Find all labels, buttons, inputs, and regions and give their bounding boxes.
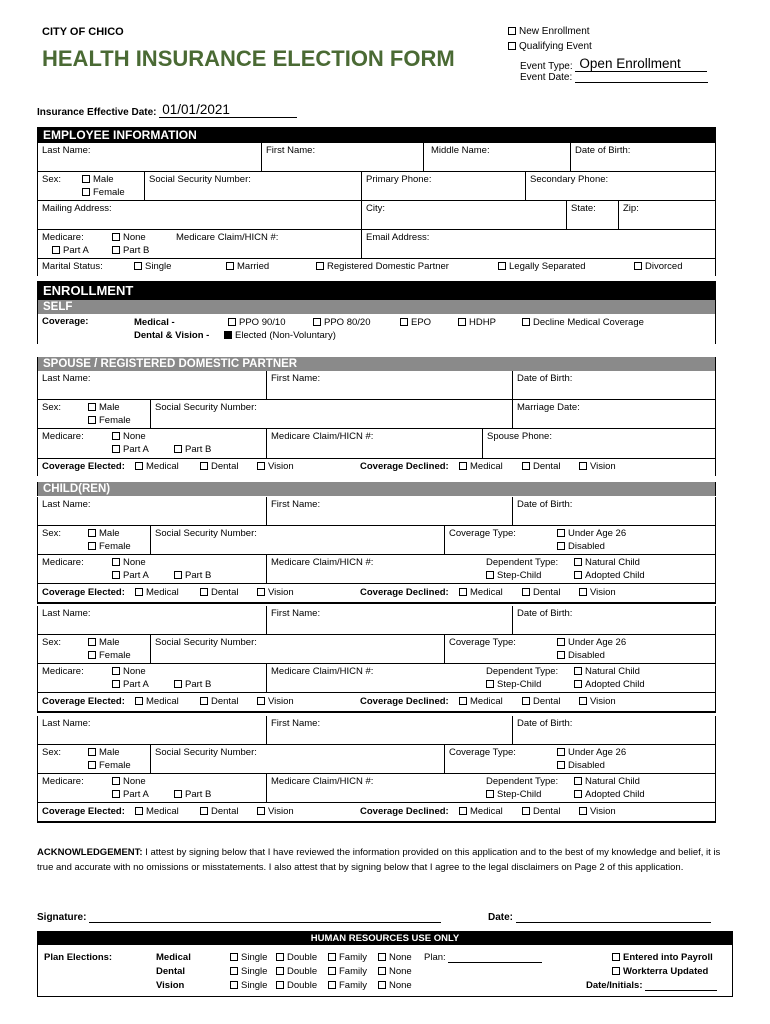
checkbox-icon — [579, 588, 587, 596]
spouse-female-option[interactable]: Female — [88, 415, 131, 426]
checkbox-icon — [378, 981, 386, 989]
employee-marital-status: Marital Status: Single Married Registered Domestic Partner Legally Separated Divorced — [42, 261, 683, 272]
child-medicare-none[interactable]: None — [112, 666, 146, 677]
checkbox-icon — [378, 953, 386, 961]
child-medicare-part-a[interactable]: Part A — [112, 789, 149, 800]
event-date-input[interactable] — [575, 72, 708, 83]
child-elected-dental[interactable]: Dental — [200, 696, 238, 707]
employee-last-name[interactable]: Last Name: — [42, 145, 91, 156]
checkbox-icon — [257, 588, 265, 596]
checkbox-icon — [313, 318, 321, 326]
child-declined-vision[interactable]: Vision — [579, 587, 616, 598]
elected-non-voluntary-option[interactable]: Elected (Non-Voluntary) — [224, 330, 336, 341]
checkbox-icon — [574, 790, 582, 798]
spouse-coverage-row: Coverage Elected: Medical Dental Vision Coverage Declined: Medical Dental Vision — [42, 461, 616, 472]
checkbox-icon — [486, 790, 494, 798]
children-heading: CHILD(REN) — [38, 482, 715, 496]
child-medicare: Medicare: None Part A Part B — [42, 666, 212, 690]
child-declined-medical[interactable]: Medical — [459, 587, 503, 598]
ppo-90-option[interactable]: PPO 90/10 — [228, 317, 285, 328]
child-female-option[interactable]: Female — [88, 541, 131, 552]
child-adopted-option[interactable]: Adopted Child — [574, 679, 645, 690]
child-block-1 — [37, 497, 716, 604]
decline-medical-option[interactable]: Decline Medical Coverage — [522, 317, 644, 328]
spouse-declined-dental[interactable]: Dental — [522, 461, 560, 472]
checkbox-icon — [522, 588, 530, 596]
child-dependent-type: Dependent Type: Natural Child Step-Child Adopted Child — [486, 776, 645, 800]
checkbox-icon — [459, 807, 467, 815]
marital-single[interactable]: Single — [134, 261, 171, 272]
checkbox-icon — [230, 953, 238, 961]
checkbox-icon — [112, 233, 120, 241]
child-male-option[interactable]: Male — [88, 637, 120, 648]
checkbox-icon — [579, 462, 587, 470]
spouse-last-name[interactable]: Last Name: — [42, 373, 91, 384]
hr-vision-single-option[interactable]: Single — [230, 980, 267, 991]
checkbox-icon — [88, 416, 96, 424]
checkbox-icon — [134, 262, 142, 270]
checkbox-icon — [634, 262, 642, 270]
child-declined-dental[interactable]: Dental — [522, 696, 560, 707]
checkbox-icon — [612, 967, 620, 975]
child-natural-option[interactable]: Natural Child — [574, 557, 640, 568]
child-natural-option[interactable]: Natural Child — [574, 776, 640, 787]
child-medicare-part-a[interactable]: Part A — [112, 679, 149, 690]
checkbox-icon — [174, 680, 182, 688]
child-under-26-option[interactable]: Under Age 26 — [557, 747, 626, 758]
child-block-2 — [37, 606, 716, 713]
workterra-updated-option[interactable]: Workterra Updated — [612, 966, 708, 977]
child-elected-vision[interactable]: Vision — [257, 696, 294, 707]
city-name: CITY OF CHICO — [42, 26, 124, 38]
checkbox-icon — [88, 542, 96, 550]
checkbox-icon — [112, 790, 120, 798]
hdhp-option[interactable]: HDHP — [458, 317, 496, 328]
employee-female-option[interactable]: Female — [82, 187, 125, 198]
checkbox-icon — [257, 807, 265, 815]
hr-dental-single-option[interactable]: Single — [230, 966, 267, 977]
child-medicare-part-b[interactable]: Part B — [174, 789, 211, 800]
spouse-medicare-none[interactable]: None — [112, 431, 146, 442]
event-type-value[interactable]: Open Enrollment — [575, 56, 707, 72]
checkbox-icon — [328, 953, 336, 961]
checkbox-icon — [522, 697, 530, 705]
epo-option[interactable]: EPO — [400, 317, 431, 328]
enrollment-heading: ENROLLMENT — [38, 281, 715, 300]
child-coverage-type: Coverage Type: Under Age 26 Disabled — [444, 745, 717, 773]
hr-dental-none-option[interactable]: None — [378, 966, 412, 977]
child-disabled-option[interactable]: Disabled — [557, 541, 605, 552]
employee-medicare-claim[interactable]: Medicare Claim/HICN #: — [176, 232, 279, 243]
employee-state[interactable]: State: — [566, 201, 618, 229]
medical-label: Medical - — [134, 317, 175, 328]
checkbox-icon — [498, 262, 506, 270]
checkbox-icon — [88, 638, 96, 646]
child-declined-medical[interactable]: Medical — [459, 806, 503, 817]
spouse-medicare-claim[interactable]: Medicare Claim/HICN #: — [266, 429, 482, 458]
child-last-name[interactable]: Last Name: — [42, 718, 91, 729]
child-natural-option[interactable]: Natural Child — [574, 666, 640, 677]
child-female-option[interactable]: Female — [88, 650, 131, 661]
employee-section — [37, 127, 716, 276]
checkbox-icon — [579, 807, 587, 815]
employee-secondary-phone[interactable]: Secondary Phone: — [525, 172, 717, 200]
hr-medical-family-option[interactable]: Family — [328, 952, 367, 963]
spouse-medicare-part-a[interactable]: Part A — [112, 444, 149, 455]
child-coverage-row: Coverage Elected: Medical Dental Vision Coverage Declined: Medical Dental Vision — [38, 693, 715, 713]
checkbox-icon — [112, 667, 120, 675]
checkbox-icon — [112, 680, 120, 688]
signature-field[interactable]: Signature: — [37, 912, 441, 923]
hr-medical-single-option[interactable]: Single — [230, 952, 267, 963]
checkbox-icon — [88, 651, 96, 659]
spouse-declined-medical[interactable]: Medical — [459, 461, 503, 472]
child-sex: Sex: Male Female — [42, 637, 131, 661]
checkbox-icon — [276, 981, 284, 989]
employee-middle-name[interactable]: Middle Name: — [423, 143, 570, 171]
child-ssn[interactable]: Social Security Number: — [150, 745, 444, 773]
child-first-name[interactable]: First Name: — [266, 497, 512, 525]
plan-elections-label: Plan Elections: — [44, 952, 113, 963]
child-under-26-option[interactable]: Under Age 26 — [557, 637, 626, 648]
employee-mailing-address[interactable]: Mailing Address: — [42, 203, 112, 214]
spouse-elected-dental[interactable]: Dental — [200, 461, 238, 472]
checkbox-icon — [135, 588, 143, 596]
checkbox-icon — [135, 462, 143, 470]
checkbox-icon — [52, 246, 60, 254]
checkbox-icon — [276, 953, 284, 961]
hr-medical-label: Medical — [156, 952, 191, 963]
checkbox-icon — [328, 981, 336, 989]
checkbox-icon — [557, 542, 565, 550]
checkbox-icon — [226, 262, 234, 270]
spouse-phone[interactable]: Spouse Phone: — [482, 429, 717, 458]
child-declined-vision[interactable]: Vision — [579, 696, 616, 707]
checkbox-icon — [522, 807, 530, 815]
checkbox-icon — [579, 697, 587, 705]
marital-rdp[interactable]: Registered Domestic Partner — [316, 261, 449, 272]
employee-city[interactable]: City: — [361, 201, 566, 229]
child-block-3 — [37, 716, 716, 823]
hr-vision-double-option[interactable]: Double — [276, 980, 317, 991]
effective-date-field[interactable]: Insurance Effective Date: 01/01/2021 — [37, 102, 297, 118]
form-title: HEALTH INSURANCE ELECTION FORM — [42, 46, 455, 71]
checkbox-icon — [522, 462, 530, 470]
child-first-name[interactable]: First Name: — [266, 716, 512, 744]
checkbox-icon — [276, 967, 284, 975]
child-coverage-type: Coverage Type: Under Age 26 Disabled — [444, 526, 717, 554]
checkbox-icon — [230, 967, 238, 975]
date-initials-field[interactable]: Date/Initials: — [586, 980, 717, 991]
child-elected-medical[interactable]: Medical — [135, 806, 179, 817]
child-medicare: Medicare: None Part A Part B — [42, 776, 212, 800]
spouse-medicare: Medicare: None Part A Part B — [42, 431, 212, 455]
child-declined-dental[interactable]: Dental — [522, 587, 560, 598]
hr-plan-line[interactable] — [448, 953, 542, 963]
checkbox-icon — [522, 318, 530, 326]
child-elected-dental[interactable]: Dental — [200, 806, 238, 817]
employee-heading: EMPLOYEE INFORMATION — [38, 127, 715, 143]
child-disabled-option[interactable]: Disabled — [557, 760, 605, 771]
qualifying-event-option[interactable]: Qualifying Event — [508, 41, 592, 52]
checkbox-icon — [112, 558, 120, 566]
child-sex: Sex: Male Female — [42, 528, 131, 552]
child-adopted-option[interactable]: Adopted Child — [574, 570, 645, 581]
employee-primary-phone[interactable]: Primary Phone: — [361, 172, 525, 200]
checkbox-icon — [557, 638, 565, 646]
signature-date-field[interactable]: Date: — [488, 912, 711, 923]
checkbox-icon — [88, 403, 96, 411]
checkbox-icon — [557, 761, 565, 769]
marital-divorced[interactable]: Divorced — [634, 261, 683, 272]
checkbox-icon — [557, 748, 565, 756]
effective-date-value[interactable]: 01/01/2021 — [159, 102, 297, 118]
child-female-option[interactable]: Female — [88, 760, 131, 771]
enrollment-section — [37, 281, 716, 344]
checkbox-icon — [112, 571, 120, 579]
child-medicare-none[interactable]: None — [112, 557, 146, 568]
entered-payroll-option[interactable]: Entered into Payroll — [612, 952, 713, 963]
hr-medical-none-option[interactable]: None — [378, 952, 412, 963]
checkbox-icon — [88, 529, 96, 537]
child-elected-medical[interactable]: Medical — [135, 587, 179, 598]
checkbox-icon — [88, 748, 96, 756]
checkbox-icon — [228, 318, 236, 326]
child-last-name[interactable]: Last Name: — [42, 499, 91, 510]
hr-vision-family-option[interactable]: Family — [328, 980, 367, 991]
checkbox-icon — [459, 462, 467, 470]
event-type-field[interactable]: Event Type: Open Enrollment — [520, 56, 707, 72]
checkbox-icon — [257, 697, 265, 705]
checkbox-icon — [200, 588, 208, 596]
child-elected-medical[interactable]: Medical — [135, 696, 179, 707]
spouse-marriage-date[interactable]: Marriage Date: — [512, 400, 717, 428]
spouse-medicare-part-b[interactable]: Part B — [174, 444, 211, 455]
child-elected-vision[interactable]: Vision — [257, 806, 294, 817]
date-initials-line[interactable] — [645, 981, 717, 991]
child-medicare-part-a[interactable]: Part A — [112, 570, 149, 581]
checked-box-icon — [224, 331, 232, 339]
child-dependent-type: Dependent Type: Natural Child Step-Child Adopted Child — [486, 557, 645, 581]
checkbox-icon — [230, 981, 238, 989]
hr-plan-field[interactable]: Plan: — [424, 952, 542, 963]
child-step-option[interactable]: Step-Child — [486, 570, 541, 581]
checkbox-icon — [200, 462, 208, 470]
event-date-field[interactable]: Event Date: — [520, 72, 708, 83]
hr-dental-double-option[interactable]: Double — [276, 966, 317, 977]
checkbox-icon — [257, 462, 265, 470]
child-declined-medical[interactable]: Medical — [459, 696, 503, 707]
checkbox-icon — [200, 697, 208, 705]
child-medicare: Medicare: None Part A Part B — [42, 557, 212, 581]
spouse-heading: SPOUSE / REGISTERED DOMESTIC PARTNER — [38, 357, 715, 371]
employee-medicare: Medicare: None Part A Part B — [42, 232, 150, 256]
child-declined-vision[interactable]: Vision — [579, 806, 616, 817]
checkbox-icon — [112, 246, 120, 254]
checkbox-icon — [82, 188, 90, 196]
checkbox-icon — [112, 777, 120, 785]
new-enrollment-option[interactable]: New Enrollment — [508, 26, 590, 37]
coverage-label: Coverage: — [42, 316, 89, 327]
checkbox-icon — [174, 790, 182, 798]
checkbox-icon — [574, 558, 582, 566]
checkbox-icon — [112, 432, 120, 440]
checkbox-icon — [88, 761, 96, 769]
dental-vision-label: Dental & Vision - — [134, 330, 210, 341]
child-medicare-claim[interactable]: Medicare Claim/HICN #: — [266, 555, 482, 583]
hr-vision-label: Vision — [156, 980, 185, 991]
checkbox-icon — [459, 588, 467, 596]
spouse-declined-vision[interactable]: Vision — [579, 461, 616, 472]
employee-zip[interactable]: Zip: — [618, 201, 717, 229]
checkbox-icon — [486, 571, 494, 579]
checkbox-icon — [612, 953, 620, 961]
checkbox-icon — [200, 807, 208, 815]
checkbox-icon[interactable] — [508, 42, 516, 50]
spouse-first-name[interactable]: First Name: — [266, 371, 512, 399]
checkbox-icon — [574, 571, 582, 579]
checkbox-icon — [557, 651, 565, 659]
ppo-80-option[interactable]: PPO 80/20 — [313, 317, 370, 328]
signature-date-line[interactable] — [516, 912, 711, 923]
hr-medical-double-option[interactable]: Double — [276, 952, 317, 963]
child-ssn[interactable]: Social Security Number: — [150, 526, 444, 554]
child-adopted-option[interactable]: Adopted Child — [574, 789, 645, 800]
spouse-ssn[interactable]: Social Security Number: — [150, 400, 512, 428]
checkbox-icon — [574, 680, 582, 688]
child-male-option[interactable]: Male — [88, 747, 120, 758]
child-last-name[interactable]: Last Name: — [42, 608, 91, 619]
checkbox-icon — [378, 967, 386, 975]
employee-ssn[interactable]: Social Security Number: — [144, 172, 361, 200]
spouse-elected-medical[interactable]: Medical — [135, 461, 179, 472]
spouse-dob[interactable]: Date of Birth: — [512, 371, 717, 399]
checkbox-icon — [328, 967, 336, 975]
checkbox-icon — [174, 571, 182, 579]
children-section — [37, 482, 716, 496]
child-first-name[interactable]: First Name: — [266, 606, 512, 634]
hr-vision-none-option[interactable]: None — [378, 980, 412, 991]
employee-medicare-part-b[interactable]: Part B — [112, 245, 149, 256]
employee-email[interactable]: Email Address: — [361, 230, 717, 258]
checkbox-icon — [135, 807, 143, 815]
child-medicare-claim[interactable]: Medicare Claim/HICN #: — [266, 774, 482, 802]
employee-first-name[interactable]: First Name: — [261, 143, 423, 171]
signature-line[interactable] — [89, 912, 441, 923]
employee-medicare-part-a[interactable]: Part A — [52, 245, 89, 256]
spouse-section — [37, 357, 716, 476]
spouse-male-option[interactable]: Male — [88, 402, 120, 413]
checkbox-icon — [82, 175, 90, 183]
acknowledgement: ACKNOWLEDGEMENT: I attest by signing below that I have reviewed the information provided on this application and to the best of my knowledge and belief, it is true and accurate with no omissions or misstatements. I also attest that by signing below that I agree to the legal disclaimers on Page 2 of this application. — [37, 847, 721, 873]
spouse-elected-vision[interactable]: Vision — [257, 461, 294, 472]
child-dependent-type: Dependent Type: Natural Child Step-Child Adopted Child — [486, 666, 645, 690]
child-medicare-claim[interactable]: Medicare Claim/HICN #: — [266, 664, 482, 692]
child-coverage-type: Coverage Type: Under Age 26 Disabled — [444, 635, 717, 663]
child-ssn[interactable]: Social Security Number: — [150, 635, 444, 663]
self-heading: SELF — [38, 300, 715, 314]
child-disabled-option[interactable]: Disabled — [557, 650, 605, 661]
child-sex: Sex: Male Female — [42, 747, 131, 771]
child-coverage-row: Coverage Elected: Medical Dental Vision Coverage Declined: Medical Dental Vision — [38, 803, 715, 823]
hr-dental-family-option[interactable]: Family — [328, 966, 367, 977]
checkbox-icon — [574, 777, 582, 785]
checkbox-icon — [174, 445, 182, 453]
hr-section — [37, 931, 733, 997]
child-coverage-row: Coverage Elected: Medical Dental Vision Coverage Declined: Medical Dental Vision — [38, 584, 715, 604]
child-dob[interactable]: Date of Birth: — [512, 497, 717, 525]
child-dob[interactable]: Date of Birth: — [512, 716, 717, 744]
checkbox-icon — [316, 262, 324, 270]
hr-dental-label: Dental — [156, 966, 186, 977]
employee-sex: Sex: Male Female — [42, 174, 125, 198]
child-dob[interactable]: Date of Birth: — [512, 606, 717, 634]
checkbox-icon — [112, 445, 120, 453]
checkbox-icon — [458, 318, 466, 326]
checkbox-icon[interactable] — [508, 27, 516, 35]
spouse-sex: Sex: Male Female — [42, 402, 131, 426]
checkbox-icon — [574, 667, 582, 675]
employee-medicare-none[interactable]: None — [112, 232, 146, 243]
child-under-26-option[interactable]: Under Age 26 — [557, 528, 626, 539]
child-male-option[interactable]: Male — [88, 528, 120, 539]
hr-heading: HUMAN RESOURCES USE ONLY — [38, 932, 732, 945]
checkbox-icon — [135, 697, 143, 705]
child-step-option[interactable]: Step-Child — [486, 789, 541, 800]
child-step-option[interactable]: Step-Child — [486, 679, 541, 690]
marital-married[interactable]: Married — [226, 261, 269, 272]
child-medicare-none[interactable]: None — [112, 776, 146, 787]
marital-separated[interactable]: Legally Separated — [498, 261, 586, 272]
employee-dob[interactable]: Date of Birth: — [570, 143, 717, 171]
child-elected-dental[interactable]: Dental — [200, 587, 238, 598]
child-medicare-part-b[interactable]: Part B — [174, 570, 211, 581]
child-elected-vision[interactable]: Vision — [257, 587, 294, 598]
checkbox-icon — [486, 680, 494, 688]
child-declined-dental[interactable]: Dental — [522, 806, 560, 817]
checkbox-icon — [400, 318, 408, 326]
checkbox-icon — [459, 697, 467, 705]
child-medicare-part-b[interactable]: Part B — [174, 679, 211, 690]
checkbox-icon — [557, 529, 565, 537]
employee-male-option[interactable]: Male — [82, 174, 114, 185]
